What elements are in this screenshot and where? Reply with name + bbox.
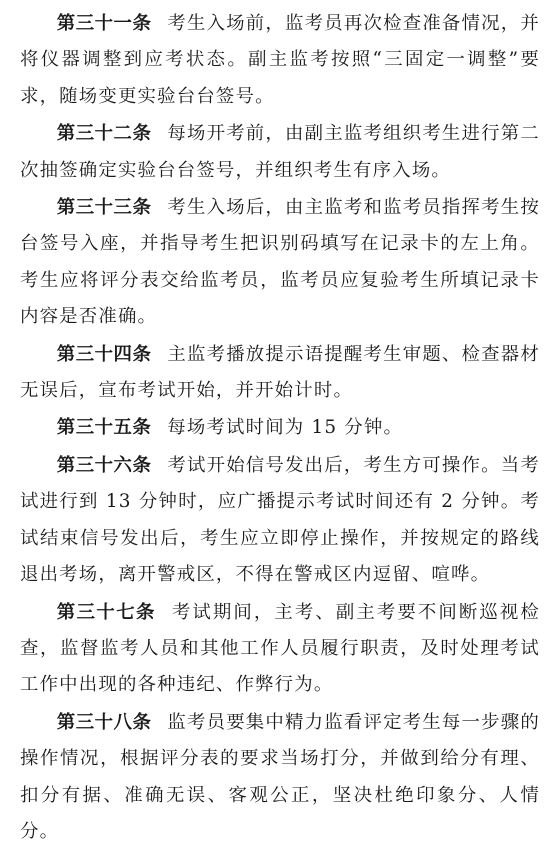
article-text: 考生入场前，监考员再次检查准备情况，并将仪器调整到应考状态。副主监考按照“三固定一调整”要求，随场变更实验台台签号。 xyxy=(20,13,540,107)
article-35 xyxy=(20,410,540,446)
article-34 xyxy=(20,337,540,410)
article-31 xyxy=(20,6,540,115)
article-number: 第三十八条 xyxy=(56,711,152,733)
article-text: 每场考试时间为 15 分钟。 xyxy=(167,417,404,439)
article-text: 主监考播放提示语提醒考生审题、检查器材无误后，宣布考试开始，并开始计时。 xyxy=(20,343,540,402)
article-32 xyxy=(20,116,540,189)
article-number: 第三十五条 xyxy=(56,417,152,439)
article-33 xyxy=(20,190,540,336)
article-number: 第三十四条 xyxy=(56,343,152,365)
article-text: 每场开考前，由副主监考组织考生进行第二次抽签确定实验台台签号，并组织考生有序入场。 xyxy=(20,123,540,181)
article-text: 考试期间，主考、副主考要不间断巡视检查，监督监考人员和其他工作人员履行职责，及时处理考试工作中出现的各种违纪、作弊行为。 xyxy=(20,601,540,696)
article-number: 第三十二条 xyxy=(56,123,152,145)
article-number: 第三十三条 xyxy=(56,197,152,219)
article-number: 第三十七条 xyxy=(56,601,156,623)
article-text: 监考员要集中精力监看评定考生每一步骤的操作情况，根据评分表的要求当场打分，并做到给分有理、扣分有据、准确无误、客观公正，坚决杜绝印象分、人情分。 xyxy=(20,711,540,842)
article-number: 第三十六条 xyxy=(56,454,152,476)
article-text: 考试开始信号发出后，考生方可操作。当考试进行到 13 分钟时，应广播提示考试时间还有 2 分钟。考试结束信号发出后，考生应立即停止操作，并按规定的路线退出考场，离开警戒区，不得在警戒区内逗留、喧哗。 xyxy=(20,454,540,586)
article-36 xyxy=(20,448,540,594)
article-text: 考生入场后，由主监考和监考员指挥考生按台签号入座，并指导考生把识别码填写在记录卡的左上角。考生应将评分表交给监考员，监考员应复验考生所填记录卡内容是否准确。 xyxy=(20,197,540,328)
article-37 xyxy=(20,595,540,704)
document-body xyxy=(20,6,540,851)
article-number: 第三十一条 xyxy=(56,13,152,34)
